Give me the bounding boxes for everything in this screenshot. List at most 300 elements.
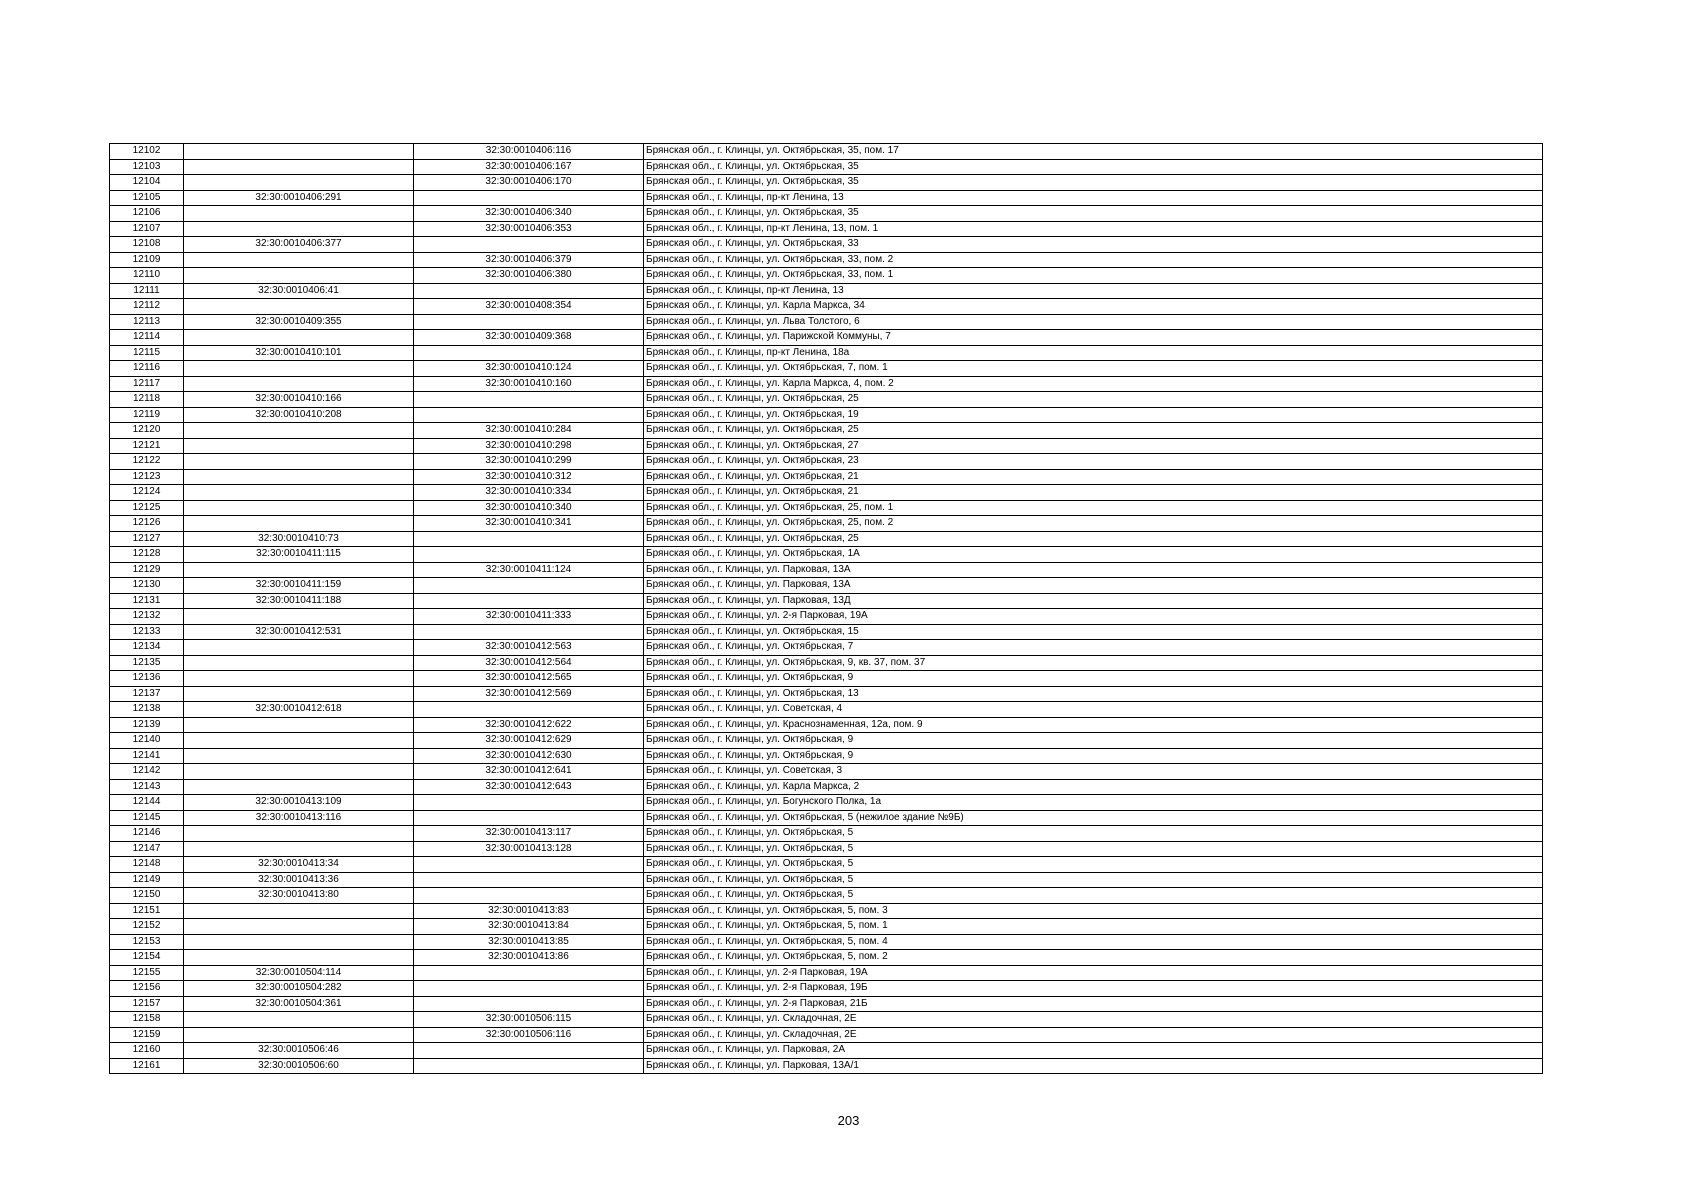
row-number-cell: 12141 [110, 748, 184, 764]
row-number-cell: 12118 [110, 392, 184, 408]
cadastral-number-premises-cell: 32:30:0010413:85 [414, 934, 644, 950]
row-number-cell: 12127 [110, 531, 184, 547]
address-cell: Брянская обл., г. Клинцы, ул. Октябрьская, 25 [644, 392, 1543, 408]
cadastral-number-premises-cell: 32:30:0010412:629 [414, 733, 644, 749]
cadastral-number-cell [184, 175, 414, 191]
table-row [110, 981, 1543, 997]
cadastral-number-cell [184, 764, 414, 780]
table-row [110, 578, 1543, 594]
row-number-cell: 12114 [110, 330, 184, 346]
address-cell: Брянская обл., г. Клинцы, ул. Октябрьская, 35 [644, 159, 1543, 175]
row-number-cell: 12144 [110, 795, 184, 811]
cadastral-number-cell [184, 159, 414, 175]
table-row [110, 764, 1543, 780]
cadastral-number-cell [184, 640, 414, 656]
cadastral-number-premises-cell: 32:30:0010406:353 [414, 221, 644, 237]
cadastral-number-cell [184, 252, 414, 268]
cadastral-number-cell [184, 221, 414, 237]
address-cell: Брянская обл., г. Клинцы, ул. Богунского Полка, 1а [644, 795, 1543, 811]
address-cell: Брянская обл., г. Клинцы, ул. Карла Маркса, 34 [644, 299, 1543, 315]
table-row [110, 857, 1543, 873]
cadastral-number-premises-cell: 32:30:0010413:128 [414, 841, 644, 857]
address-cell: Брянская обл., г. Клинцы, ул. Октябрьская, 5, пом. 1 [644, 919, 1543, 935]
table-row [110, 485, 1543, 501]
cadastral-number-cell: 32:30:0010413:34 [184, 857, 414, 873]
address-cell: Брянская обл., г. Клинцы, ул. Октябрьская, 13 [644, 686, 1543, 702]
cadastral-number-premises-cell: 32:30:0010412:622 [414, 717, 644, 733]
table-row [110, 996, 1543, 1012]
row-number-cell: 12132 [110, 609, 184, 625]
cadastral-number-premises-cell [414, 314, 644, 330]
row-number-cell: 12133 [110, 624, 184, 640]
table-row [110, 1027, 1543, 1043]
table-row [110, 717, 1543, 733]
cadastral-number-cell: 32:30:0010409:355 [184, 314, 414, 330]
cadastral-number-premises-cell: 32:30:0010413:117 [414, 826, 644, 842]
row-number-cell: 12120 [110, 423, 184, 439]
row-number-cell: 12145 [110, 810, 184, 826]
cadastral-number-cell [184, 950, 414, 966]
table-row [110, 872, 1543, 888]
cadastral-number-cell [184, 268, 414, 284]
cadastral-number-cell: 32:30:0010410:166 [184, 392, 414, 408]
address-cell: Брянская обл., г. Клинцы, ул. Октябрьская, 5 [644, 888, 1543, 904]
table-row [110, 423, 1543, 439]
cadastral-number-premises-cell: 32:30:0010409:368 [414, 330, 644, 346]
cadastral-number-cell: 32:30:0010413:109 [184, 795, 414, 811]
cadastral-number-premises-cell [414, 407, 644, 423]
row-number-cell: 12135 [110, 655, 184, 671]
cadastral-number-cell [184, 485, 414, 501]
address-cell: Брянская обл., г. Клинцы, ул. Октябрьская, 9 [644, 748, 1543, 764]
cadastral-number-premises-cell [414, 872, 644, 888]
table-row [110, 159, 1543, 175]
cadastral-number-premises-cell: 32:30:0010410:284 [414, 423, 644, 439]
row-number-cell: 12111 [110, 283, 184, 299]
address-cell: Брянская обл., г. Клинцы, ул. Октябрьская, 25 [644, 423, 1543, 439]
cadastral-number-cell [184, 206, 414, 222]
address-cell: Брянская обл., г. Клинцы, ул. Октябрьская, 7, пом. 1 [644, 361, 1543, 377]
address-cell: Брянская обл., г. Клинцы, ул. Октябрьская, 21 [644, 469, 1543, 485]
address-cell: Брянская обл., г. Клинцы, ул. Октябрьская, 19 [644, 407, 1543, 423]
address-cell: Брянская обл., г. Клинцы, ул. Октябрьская, 7 [644, 640, 1543, 656]
address-cell: Брянская обл., г. Клинцы, пр-кт Ленина, 13 [644, 190, 1543, 206]
row-number-cell: 12140 [110, 733, 184, 749]
cadastral-number-cell [184, 919, 414, 935]
address-cell: Брянская обл., г. Клинцы, ул. Складочная, 2Е [644, 1027, 1543, 1043]
cadastral-number-cell: 32:30:0010506:46 [184, 1043, 414, 1059]
cadastral-number-cell [184, 826, 414, 842]
cadastral-number-premises-cell [414, 1058, 644, 1074]
address-cell: Брянская обл., г. Клинцы, ул. Парковая, 13А [644, 562, 1543, 578]
table-row [110, 1043, 1543, 1059]
row-number-cell: 12137 [110, 686, 184, 702]
address-cell: Брянская обл., г. Клинцы, ул. Советская, 4 [644, 702, 1543, 718]
cadastral-number-premises-cell: 32:30:0010406:167 [414, 159, 644, 175]
cadastral-number-cell: 32:30:0010504:114 [184, 965, 414, 981]
address-cell: Брянская обл., г. Клинцы, ул. Октябрьская, 5, пом. 4 [644, 934, 1543, 950]
table-row [110, 655, 1543, 671]
table-row [110, 531, 1543, 547]
table-row [110, 779, 1543, 795]
address-cell: Брянская обл., г. Клинцы, ул. Октябрьская, 5, пом. 2 [644, 950, 1543, 966]
table-row [110, 1058, 1543, 1074]
row-number-cell: 12122 [110, 454, 184, 470]
table-row [110, 407, 1543, 423]
cadastral-number-cell [184, 655, 414, 671]
row-number-cell: 12143 [110, 779, 184, 795]
address-cell: Брянская обл., г. Клинцы, ул. Парковая, 2А [644, 1043, 1543, 1059]
cadastral-number-cell: 32:30:0010411:115 [184, 547, 414, 563]
cadastral-number-premises-cell [414, 593, 644, 609]
cadastral-number-cell [184, 841, 414, 857]
table-row [110, 330, 1543, 346]
cadastral-number-premises-cell [414, 624, 644, 640]
row-number-cell: 12110 [110, 268, 184, 284]
table-row [110, 686, 1543, 702]
address-cell: Брянская обл., г. Клинцы, ул. Октябрьская, 25 [644, 531, 1543, 547]
address-cell: Брянская обл., г. Клинцы, ул. Октябрьская, 33, пом. 1 [644, 268, 1543, 284]
cadastral-number-premises-cell: 32:30:0010411:333 [414, 609, 644, 625]
table-row [110, 268, 1543, 284]
row-number-cell: 12131 [110, 593, 184, 609]
cadastral-number-cell: 32:30:0010413:116 [184, 810, 414, 826]
cadastral-number-cell [184, 454, 414, 470]
cadastral-number-cell [184, 671, 414, 687]
cadastral-number-premises-cell: 32:30:0010412:641 [414, 764, 644, 780]
table-row [110, 1012, 1543, 1028]
cadastral-number-premises-cell [414, 547, 644, 563]
row-number-cell: 12158 [110, 1012, 184, 1028]
row-number-cell: 12151 [110, 903, 184, 919]
address-cell: Брянская обл., г. Клинцы, ул. Октябрьская, 33, пом. 2 [644, 252, 1543, 268]
row-number-cell: 12154 [110, 950, 184, 966]
table-row [110, 175, 1543, 191]
address-cell: Брянская обл., г. Клинцы, пр-кт Ленина, 18а [644, 345, 1543, 361]
cadastral-number-premises-cell [414, 578, 644, 594]
table-row [110, 810, 1543, 826]
cadastral-number-cell: 32:30:0010406:291 [184, 190, 414, 206]
address-cell: Брянская обл., г. Клинцы, ул. Парковая, 13Д [644, 593, 1543, 609]
cadastral-number-cell [184, 779, 414, 795]
cadastral-number-premises-cell [414, 531, 644, 547]
row-number-cell: 12102 [110, 144, 184, 160]
address-cell: Брянская обл., г. Клинцы, ул. 2-я Парковая, 19А [644, 609, 1543, 625]
cadastral-number-cell: 32:30:0010411:188 [184, 593, 414, 609]
table-row [110, 903, 1543, 919]
table-row [110, 144, 1543, 160]
row-number-cell: 12121 [110, 438, 184, 454]
row-number-cell: 12152 [110, 919, 184, 935]
row-number-cell: 12142 [110, 764, 184, 780]
cadastral-number-cell [184, 717, 414, 733]
cadastral-number-premises-cell: 32:30:0010410:299 [414, 454, 644, 470]
registry-table-body [110, 144, 1543, 1074]
cadastral-number-premises-cell: 32:30:0010410:160 [414, 376, 644, 392]
cadastral-number-cell: 32:30:0010413:80 [184, 888, 414, 904]
cadastral-number-cell [184, 361, 414, 377]
cadastral-number-premises-cell: 32:30:0010506:115 [414, 1012, 644, 1028]
cadastral-number-cell [184, 330, 414, 346]
row-number-cell: 12155 [110, 965, 184, 981]
cadastral-number-cell [184, 1012, 414, 1028]
address-cell: Брянская обл., г. Клинцы, ул. Льва Толстого, 6 [644, 314, 1543, 330]
address-cell: Брянская обл., г. Клинцы, ул. Октябрьская, 5 [644, 872, 1543, 888]
table-row [110, 640, 1543, 656]
cadastral-number-cell [184, 376, 414, 392]
row-number-cell: 12113 [110, 314, 184, 330]
address-cell: Брянская обл., г. Клинцы, пр-кт Ленина, 13, пом. 1 [644, 221, 1543, 237]
cadastral-number-cell [184, 438, 414, 454]
cadastral-number-cell: 32:30:0010411:159 [184, 578, 414, 594]
table-row [110, 919, 1543, 935]
cadastral-number-premises-cell [414, 981, 644, 997]
table-row [110, 500, 1543, 516]
address-cell: Брянская обл., г. Клинцы, ул. Октябрьская, 35 [644, 175, 1543, 191]
table-row [110, 733, 1543, 749]
cadastral-number-premises-cell: 32:30:0010410:312 [414, 469, 644, 485]
cadastral-number-premises-cell: 32:30:0010410:341 [414, 516, 644, 532]
cadastral-number-cell [184, 500, 414, 516]
address-cell: Брянская обл., г. Клинцы, ул. Октябрьская, 9 [644, 671, 1543, 687]
row-number-cell: 12136 [110, 671, 184, 687]
cadastral-number-premises-cell [414, 237, 644, 253]
cadastral-number-premises-cell: 32:30:0010410:124 [414, 361, 644, 377]
cadastral-number-premises-cell [414, 345, 644, 361]
row-number-cell: 12129 [110, 562, 184, 578]
table-row [110, 190, 1543, 206]
table-row [110, 671, 1543, 687]
cadastral-number-premises-cell [414, 857, 644, 873]
table-row [110, 702, 1543, 718]
address-cell: Брянская обл., г. Клинцы, ул. Карла Маркса, 4, пом. 2 [644, 376, 1543, 392]
address-cell: Брянская обл., г. Клинцы, ул. Краснознаменная, 12а, пом. 9 [644, 717, 1543, 733]
cadastral-number-cell [184, 609, 414, 625]
table-row [110, 314, 1543, 330]
row-number-cell: 12128 [110, 547, 184, 563]
address-cell: Брянская обл., г. Клинцы, ул. Складочная, 2Е [644, 1012, 1543, 1028]
table-row [110, 469, 1543, 485]
address-cell: Брянская обл., г. Клинцы, ул. Октябрьская, 33 [644, 237, 1543, 253]
address-cell: Брянская обл., г. Клинцы, ул. Октябрьская, 5, пом. 3 [644, 903, 1543, 919]
address-cell: Брянская обл., г. Клинцы, ул. Парижской Коммуны, 7 [644, 330, 1543, 346]
cadastral-number-premises-cell: 32:30:0010413:86 [414, 950, 644, 966]
address-cell: Брянская обл., г. Клинцы, ул. Советская, 3 [644, 764, 1543, 780]
cadastral-number-premises-cell: 32:30:0010412:630 [414, 748, 644, 764]
cadastral-number-premises-cell: 32:30:0010408:354 [414, 299, 644, 315]
table-row [110, 361, 1543, 377]
cadastral-number-premises-cell: 32:30:0010406:380 [414, 268, 644, 284]
cadastral-number-premises-cell: 32:30:0010406:170 [414, 175, 644, 191]
table-row [110, 795, 1543, 811]
row-number-cell: 12125 [110, 500, 184, 516]
row-number-cell: 12157 [110, 996, 184, 1012]
cadastral-number-premises-cell [414, 996, 644, 1012]
table-row [110, 376, 1543, 392]
cadastral-number-cell [184, 1027, 414, 1043]
cadastral-number-cell [184, 299, 414, 315]
row-number-cell: 12147 [110, 841, 184, 857]
cadastral-number-premises-cell: 32:30:0010411:124 [414, 562, 644, 578]
row-number-cell: 12107 [110, 221, 184, 237]
cadastral-number-cell [184, 423, 414, 439]
row-number-cell: 12115 [110, 345, 184, 361]
table-row [110, 345, 1543, 361]
cadastral-number-premises-cell: 32:30:0010412:563 [414, 640, 644, 656]
row-number-cell: 12108 [110, 237, 184, 253]
cadastral-number-cell: 32:30:0010410:101 [184, 345, 414, 361]
table-row [110, 609, 1543, 625]
cadastral-number-premises-cell: 32:30:0010406:340 [414, 206, 644, 222]
cadastral-number-premises-cell: 32:30:0010412:643 [414, 779, 644, 795]
address-cell: Брянская обл., г. Клинцы, ул. Октябрьская, 23 [644, 454, 1543, 470]
cadastral-number-cell: 32:30:0010406:41 [184, 283, 414, 299]
cadastral-number-cell: 32:30:0010504:282 [184, 981, 414, 997]
cadastral-number-premises-cell: 32:30:0010412:565 [414, 671, 644, 687]
cadastral-number-cell [184, 144, 414, 160]
address-cell: Брянская обл., г. Клинцы, ул. Октябрьская, 5 (нежилое здание №9Б) [644, 810, 1543, 826]
cadastral-number-premises-cell: 32:30:0010412:569 [414, 686, 644, 702]
cadastral-number-cell: 32:30:0010410:73 [184, 531, 414, 547]
address-cell: Брянская обл., г. Клинцы, ул. Октябрьская, 25, пом. 1 [644, 500, 1543, 516]
table-row [110, 593, 1543, 609]
address-cell: Брянская обл., г. Клинцы, ул. Октябрьская, 9 [644, 733, 1543, 749]
row-number-cell: 12112 [110, 299, 184, 315]
address-cell: Брянская обл., г. Клинцы, ул. 2-я Парковая, 21Б [644, 996, 1543, 1012]
address-cell: Брянская обл., г. Клинцы, ул. 2-я Парковая, 19А [644, 965, 1543, 981]
cadastral-number-cell: 32:30:0010506:60 [184, 1058, 414, 1074]
row-number-cell: 12139 [110, 717, 184, 733]
table-row [110, 888, 1543, 904]
address-cell: Брянская обл., г. Клинцы, ул. Парковая, 13А/1 [644, 1058, 1543, 1074]
address-cell: Брянская обл., г. Клинцы, ул. Октябрьская, 5 [644, 841, 1543, 857]
row-number-cell: 12161 [110, 1058, 184, 1074]
row-number-cell: 12148 [110, 857, 184, 873]
address-cell: Брянская обл., г. Клинцы, ул. Октябрьская, 21 [644, 485, 1543, 501]
address-cell: Брянская обл., г. Клинцы, ул. Октябрьская, 27 [644, 438, 1543, 454]
table-row [110, 748, 1543, 764]
address-cell: Брянская обл., г. Клинцы, ул. Октябрьская, 35 [644, 206, 1543, 222]
row-number-cell: 12105 [110, 190, 184, 206]
cadastral-number-cell [184, 733, 414, 749]
cadastral-number-premises-cell [414, 888, 644, 904]
table-row [110, 841, 1543, 857]
row-number-cell: 12156 [110, 981, 184, 997]
table-row [110, 221, 1543, 237]
row-number-cell: 12116 [110, 361, 184, 377]
table-row [110, 826, 1543, 842]
address-cell: Брянская обл., г. Клинцы, ул. Октябрьская, 35, пом. 17 [644, 144, 1543, 160]
row-number-cell: 12117 [110, 376, 184, 392]
row-number-cell: 12149 [110, 872, 184, 888]
cadastral-number-premises-cell [414, 190, 644, 206]
address-cell: Брянская обл., г. Клинцы, ул. Октябрьская, 5 [644, 857, 1543, 873]
cadastral-number-cell: 32:30:0010413:36 [184, 872, 414, 888]
table-row [110, 237, 1543, 253]
cadastral-number-premises-cell: 32:30:0010413:83 [414, 903, 644, 919]
page-number: 203 [837, 1113, 860, 1128]
row-number-cell: 12130 [110, 578, 184, 594]
table-row [110, 299, 1543, 315]
table-row [110, 283, 1543, 299]
address-cell: Брянская обл., г. Клинцы, ул. Октябрьская, 5 [644, 826, 1543, 842]
cadastral-number-premises-cell [414, 965, 644, 981]
cadastral-number-premises-cell [414, 1043, 644, 1059]
address-cell: Брянская обл., г. Клинцы, ул. Парковая, 13А [644, 578, 1543, 594]
cadastral-number-premises-cell [414, 283, 644, 299]
address-cell: Брянская обл., г. Клинцы, ул. Октябрьская, 15 [644, 624, 1543, 640]
address-cell: Брянская обл., г. Клинцы, ул. Октябрьская, 9, кв. 37, пом. 37 [644, 655, 1543, 671]
row-number-cell: 12104 [110, 175, 184, 191]
address-cell: Брянская обл., г. Клинцы, ул. 2-я Парковая, 19Б [644, 981, 1543, 997]
row-number-cell: 12146 [110, 826, 184, 842]
cadastral-number-cell: 32:30:0010412:531 [184, 624, 414, 640]
row-number-cell: 12134 [110, 640, 184, 656]
row-number-cell: 12153 [110, 934, 184, 950]
cadastral-number-cell: 32:30:0010406:377 [184, 237, 414, 253]
cadastral-number-cell [184, 903, 414, 919]
table-row [110, 206, 1543, 222]
table-row [110, 934, 1543, 950]
registry-table [109, 143, 1543, 1074]
table-row [110, 516, 1543, 532]
address-cell: Брянская обл., г. Клинцы, ул. Карла Маркса, 2 [644, 779, 1543, 795]
cadastral-number-premises-cell: 32:30:0010406:116 [414, 144, 644, 160]
cadastral-number-cell: 32:30:0010412:618 [184, 702, 414, 718]
row-number-cell: 12103 [110, 159, 184, 175]
table-row [110, 562, 1543, 578]
cadastral-number-cell [184, 516, 414, 532]
cadastral-number-premises-cell: 32:30:0010406:379 [414, 252, 644, 268]
cadastral-number-premises-cell: 32:30:0010413:84 [414, 919, 644, 935]
cadastral-number-premises-cell: 32:30:0010410:298 [414, 438, 644, 454]
row-number-cell: 12160 [110, 1043, 184, 1059]
row-number-cell: 12150 [110, 888, 184, 904]
cadastral-number-premises-cell: 32:30:0010506:116 [414, 1027, 644, 1043]
row-number-cell: 12159 [110, 1027, 184, 1043]
row-number-cell: 12109 [110, 252, 184, 268]
table-row [110, 392, 1543, 408]
table-row [110, 950, 1543, 966]
cadastral-number-premises-cell: 32:30:0010410:340 [414, 500, 644, 516]
cadastral-number-premises-cell [414, 702, 644, 718]
cadastral-number-cell [184, 748, 414, 764]
cadastral-number-cell [184, 469, 414, 485]
row-number-cell: 12124 [110, 485, 184, 501]
cadastral-number-cell [184, 686, 414, 702]
table-row [110, 547, 1543, 563]
table-row [110, 965, 1543, 981]
cadastral-number-premises-cell [414, 795, 644, 811]
cadastral-number-premises-cell [414, 810, 644, 826]
row-number-cell: 12123 [110, 469, 184, 485]
row-number-cell: 12119 [110, 407, 184, 423]
cadastral-number-cell [184, 562, 414, 578]
row-number-cell: 12138 [110, 702, 184, 718]
table-row [110, 624, 1543, 640]
row-number-cell: 12106 [110, 206, 184, 222]
cadastral-number-premises-cell [414, 392, 644, 408]
table-row [110, 252, 1543, 268]
table-row [110, 438, 1543, 454]
table-row [110, 454, 1543, 470]
cadastral-number-cell [184, 934, 414, 950]
cadastral-number-premises-cell: 32:30:0010412:564 [414, 655, 644, 671]
address-cell: Брянская обл., г. Клинцы, пр-кт Ленина, 13 [644, 283, 1543, 299]
cadastral-number-cell: 32:30:0010504:361 [184, 996, 414, 1012]
address-cell: Брянская обл., г. Клинцы, ул. Октябрьская, 1А [644, 547, 1543, 563]
cadastral-number-premises-cell: 32:30:0010410:334 [414, 485, 644, 501]
